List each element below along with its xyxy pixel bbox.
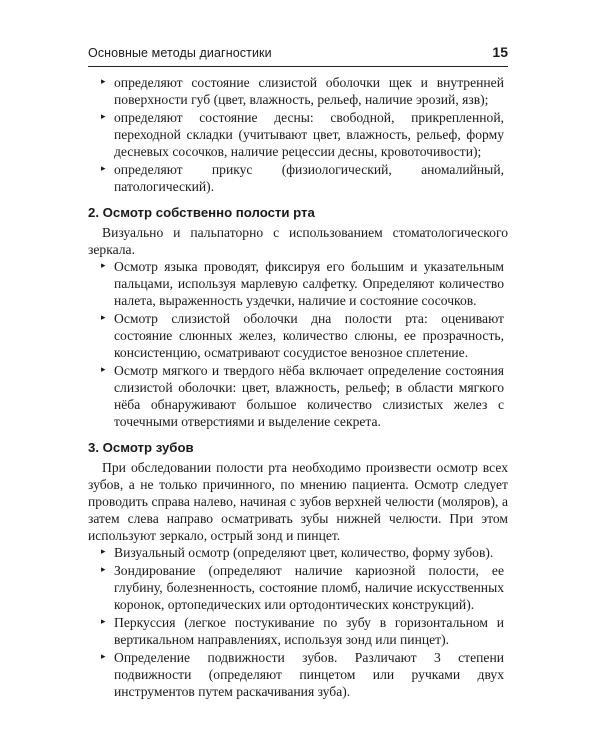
section-2-intro: Визуально и пальпаторно с использованием стоматологического зеркала. bbox=[88, 225, 508, 257]
bullet-arrow-icon: ▸ bbox=[101, 617, 106, 627]
bullet-arrow-icon: ▸ bbox=[101, 77, 106, 87]
bullet-arrow-icon: ▸ bbox=[101, 652, 106, 662]
list-item: ▸ Осмотр языка проводят, фиксируя его большим и указательным пальцами, используя марлевую салфетку. Определяют количество налета, выраженность уздечки, наличие и состояние сосочков. bbox=[101, 259, 504, 308]
bullet-arrow-icon: ▸ bbox=[101, 261, 106, 271]
list-item: ▸ Осмотр слизистой оболочки дна полости рта: оценивают состояние слюнных желез, количество слюны, ее прозрачность, консистенцию, осматривают сосудистое венозное сплетение. bbox=[101, 311, 504, 360]
list-item: ▸ Осмотр мягкого и твердого нёба включает определение состояния слизистой оболочки: цвет, влажность, рельеф; в области мягкого нёба обнаруживают большое количество слизистых желез с точечными отверстиями и выделение секрета. bbox=[101, 363, 504, 429]
section-3-intro: При обследовании полости рта необходимо произвести осмотр всех зубов, а не только причинного, по мнению пациента. Осмотр следует проводить справа налево, начиная с зубов верхней челюсти (моляров), а затем слева направо осматривать зубы нижней челюсти. При этом используют зеркало, острый зонд и пинцет. bbox=[88, 460, 508, 543]
intro-bullet-list bbox=[88, 74, 508, 195]
page-content bbox=[88, 74, 508, 701]
bullet-arrow-icon: ▸ bbox=[101, 313, 106, 323]
list-item: ▸ Перкуссия (легкое постукивание по зубу в горизонтальном и вертикальном направлениях, используя зонд или пинцет). bbox=[101, 615, 504, 647]
list-item: ▸ Визуальный осмотр (определяют цвет, количество, форму зубов). bbox=[101, 545, 494, 560]
list-item: ▸ определяют состояние слизистой оболочки щек и внутренней поверхности губ (цвет, влажность, рельеф, наличие эрозий, язв); bbox=[101, 75, 504, 107]
list-item: ▸ определяют состояние десны: свободной, прикрепленной, переходной складки (учитывают цвет, влажность, рельеф, форму десневых сосочков, наличие рецессии десны, кровоточивости); bbox=[101, 110, 504, 159]
bullet-arrow-icon: ▸ bbox=[101, 565, 106, 575]
bullet-arrow-icon: ▸ bbox=[101, 164, 106, 174]
section-3-bullet-list bbox=[88, 544, 508, 700]
list-item: ▸ Зондирование (определяют наличие кариозной полости, ее глубину, болезненность, состояние пломб, наличие искусственных коронок, ортопедических или ортодонтических конструкций). bbox=[101, 563, 504, 612]
section-2-heading: 2. Осмотр собственно полости рта bbox=[88, 205, 315, 220]
running-header-title: Основные методы диагностики bbox=[88, 46, 272, 60]
bullet-arrow-icon: ▸ bbox=[101, 547, 106, 557]
bullet-arrow-icon: ▸ bbox=[101, 112, 106, 122]
section-3-heading: 3. Осмотр зубов bbox=[88, 440, 194, 455]
page-number: 15 bbox=[492, 44, 508, 60]
running-header bbox=[88, 44, 508, 67]
bullet-arrow-icon: ▸ bbox=[101, 365, 106, 375]
section-2-bullet-list bbox=[88, 258, 508, 430]
list-item: ▸ определяют прикус (физиологический, аномалийный, патологический). bbox=[101, 162, 504, 194]
list-item: ▸ Определение подвижности зубов. Различают 3 степени подвижности (определяют пинцетом или ручками двух инструментов путем раскачивания зуба). bbox=[101, 650, 504, 699]
